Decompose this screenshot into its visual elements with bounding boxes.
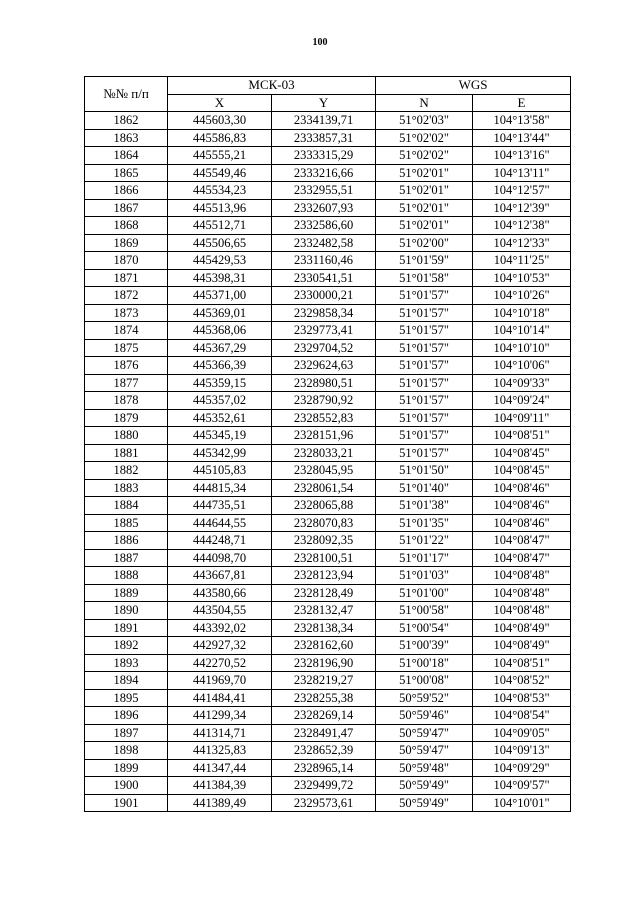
table-row	[85, 637, 571, 655]
table-row	[85, 112, 571, 130]
cell-point-number: 1870	[85, 252, 168, 270]
cell-point-number: 1879	[85, 409, 168, 427]
cell-e: 104°12'57"	[473, 182, 571, 200]
cell-x: 441347,44	[168, 759, 272, 777]
cell-e: 104°12'39"	[473, 199, 571, 217]
table-row	[85, 234, 571, 252]
cell-e: 104°09'05"	[473, 724, 571, 742]
cell-x: 443392,02	[168, 619, 272, 637]
cell-point-number: 1862	[85, 112, 168, 130]
cell-y: 2329573,61	[272, 794, 376, 812]
cell-y: 2330541,51	[272, 269, 376, 287]
cell-n: 51°02'03"	[376, 112, 473, 130]
cell-n: 51°01'38"	[376, 497, 473, 515]
cell-x: 444735,51	[168, 497, 272, 515]
cell-e: 104°13'44"	[473, 129, 571, 147]
cell-n: 50°59'49"	[376, 777, 473, 795]
cell-x: 445429,53	[168, 252, 272, 270]
cell-point-number: 1866	[85, 182, 168, 200]
cell-n: 51°02'01"	[376, 199, 473, 217]
cell-e: 104°10'26"	[473, 287, 571, 305]
cell-n: 50°59'48"	[376, 759, 473, 777]
cell-e: 104°08'46"	[473, 479, 571, 497]
cell-e: 104°08'51"	[473, 427, 571, 445]
cell-e: 104°10'18"	[473, 304, 571, 322]
cell-point-number: 1882	[85, 462, 168, 480]
cell-y: 2328790,92	[272, 392, 376, 410]
cell-x: 441325,83	[168, 742, 272, 760]
cell-x: 445345,19	[168, 427, 272, 445]
table-row	[85, 742, 571, 760]
cell-e: 104°08'45"	[473, 444, 571, 462]
cell-x: 445586,83	[168, 129, 272, 147]
cell-x: 441389,49	[168, 794, 272, 812]
cell-x: 445369,01	[168, 304, 272, 322]
cell-e: 104°13'16"	[473, 147, 571, 165]
table-row	[85, 147, 571, 165]
table-row	[85, 777, 571, 795]
table-row	[85, 164, 571, 182]
cell-y: 2331160,46	[272, 252, 376, 270]
cell-point-number: 1865	[85, 164, 168, 182]
cell-x: 444815,34	[168, 479, 272, 497]
cell-n: 51°00'08"	[376, 672, 473, 690]
cell-x: 442270,52	[168, 654, 272, 672]
cell-e: 104°08'46"	[473, 514, 571, 532]
cell-y: 2328132,47	[272, 602, 376, 620]
cell-point-number: 1869	[85, 234, 168, 252]
cell-point-number: 1863	[85, 129, 168, 147]
cell-n: 51°01'57"	[376, 287, 473, 305]
cell-n: 51°01'22"	[376, 532, 473, 550]
cell-y: 2330000,21	[272, 287, 376, 305]
table-row	[85, 199, 571, 217]
cell-e: 104°10'01"	[473, 794, 571, 812]
table-row	[85, 252, 571, 270]
table-row	[85, 654, 571, 672]
cell-e: 104°08'47"	[473, 549, 571, 567]
cell-n: 51°01'58"	[376, 269, 473, 287]
cell-y: 2328128,49	[272, 584, 376, 602]
cell-n: 51°00'58"	[376, 602, 473, 620]
table-row	[85, 794, 571, 812]
cell-point-number: 1864	[85, 147, 168, 165]
table-row	[85, 427, 571, 445]
table-row	[85, 619, 571, 637]
cell-point-number: 1867	[85, 199, 168, 217]
cell-n: 50°59'46"	[376, 707, 473, 725]
cell-point-number: 1875	[85, 339, 168, 357]
cell-point-number: 1885	[85, 514, 168, 532]
cell-point-number: 1872	[85, 287, 168, 305]
cell-point-number: 1900	[85, 777, 168, 795]
cell-point-number: 1878	[85, 392, 168, 410]
cell-y: 2329624,63	[272, 357, 376, 375]
table-row	[85, 514, 571, 532]
table-row	[85, 357, 571, 375]
cell-y: 2328100,51	[272, 549, 376, 567]
cell-e: 104°12'33"	[473, 234, 571, 252]
cell-y: 2328138,34	[272, 619, 376, 637]
cell-y: 2328552,83	[272, 409, 376, 427]
table-row	[85, 462, 571, 480]
cell-e: 104°08'49"	[473, 637, 571, 655]
header-y: Y	[272, 94, 376, 112]
table-row	[85, 322, 571, 340]
table-row	[85, 304, 571, 322]
cell-x: 445506,65	[168, 234, 272, 252]
cell-point-number: 1893	[85, 654, 168, 672]
table-row	[85, 444, 571, 462]
cell-e: 104°08'48"	[473, 567, 571, 585]
cell-n: 51°01'57"	[376, 409, 473, 427]
cell-point-number: 1868	[85, 217, 168, 235]
cell-y: 2328092,35	[272, 532, 376, 550]
cell-n: 51°02'02"	[376, 147, 473, 165]
cell-e: 104°10'06"	[473, 357, 571, 375]
cell-y: 2333216,66	[272, 164, 376, 182]
cell-x: 441314,71	[168, 724, 272, 742]
cell-point-number: 1890	[85, 602, 168, 620]
table-row	[85, 602, 571, 620]
cell-x: 444248,71	[168, 532, 272, 550]
cell-x: 445367,29	[168, 339, 272, 357]
cell-x: 445366,39	[168, 357, 272, 375]
cell-n: 51°01'57"	[376, 339, 473, 357]
table-row	[85, 392, 571, 410]
cell-point-number: 1886	[85, 532, 168, 550]
cell-y: 2329858,34	[272, 304, 376, 322]
cell-n: 51°01'57"	[376, 427, 473, 445]
cell-y: 2328196,90	[272, 654, 376, 672]
cell-y: 2332586,60	[272, 217, 376, 235]
cell-y: 2328070,83	[272, 514, 376, 532]
table-row	[85, 567, 571, 585]
cell-x: 443580,66	[168, 584, 272, 602]
cell-y: 2328045,95	[272, 462, 376, 480]
cell-e: 104°08'47"	[473, 532, 571, 550]
cell-e: 104°09'24"	[473, 392, 571, 410]
cell-n: 51°01'57"	[376, 304, 473, 322]
cell-n: 51°01'57"	[376, 444, 473, 462]
cell-e: 104°08'48"	[473, 584, 571, 602]
cell-x: 445398,31	[168, 269, 272, 287]
table-row	[85, 287, 571, 305]
table-row	[85, 689, 571, 707]
cell-y: 2328151,96	[272, 427, 376, 445]
cell-x: 445513,96	[168, 199, 272, 217]
cell-y: 2334139,71	[272, 112, 376, 130]
cell-y: 2328255,38	[272, 689, 376, 707]
cell-point-number: 1895	[85, 689, 168, 707]
header-e: E	[473, 94, 571, 112]
cell-n: 51°01'00"	[376, 584, 473, 602]
cell-x: 445357,02	[168, 392, 272, 410]
cell-y: 2328061,54	[272, 479, 376, 497]
cell-x: 445555,21	[168, 147, 272, 165]
cell-point-number: 1887	[85, 549, 168, 567]
cell-x: 444644,55	[168, 514, 272, 532]
cell-point-number: 1876	[85, 357, 168, 375]
cell-n: 51°02'02"	[376, 129, 473, 147]
cell-y: 2333857,31	[272, 129, 376, 147]
cell-n: 51°01'35"	[376, 514, 473, 532]
cell-x: 443667,81	[168, 567, 272, 585]
header-group-wgs: WGS	[376, 77, 571, 95]
cell-n: 51°00'18"	[376, 654, 473, 672]
cell-e: 104°10'14"	[473, 322, 571, 340]
cell-n: 51°02'01"	[376, 217, 473, 235]
cell-x: 445105,83	[168, 462, 272, 480]
cell-y: 2333315,29	[272, 147, 376, 165]
cell-point-number: 1888	[85, 567, 168, 585]
cell-x: 445359,15	[168, 374, 272, 392]
cell-y: 2328065,88	[272, 497, 376, 515]
cell-point-number: 1881	[85, 444, 168, 462]
table-row	[85, 409, 571, 427]
cell-point-number: 1898	[85, 742, 168, 760]
cell-point-number: 1896	[85, 707, 168, 725]
header-group-msk03: МСК-03	[168, 77, 376, 95]
cell-n: 51°02'00"	[376, 234, 473, 252]
cell-e: 104°08'48"	[473, 602, 571, 620]
cell-y: 2328123,94	[272, 567, 376, 585]
coordinates-table	[84, 76, 571, 812]
cell-x: 445603,30	[168, 112, 272, 130]
cell-point-number: 1889	[85, 584, 168, 602]
cell-y: 2328980,51	[272, 374, 376, 392]
cell-point-number: 1880	[85, 427, 168, 445]
cell-x: 443504,55	[168, 602, 272, 620]
table-header	[85, 77, 571, 112]
cell-point-number: 1873	[85, 304, 168, 322]
table-row	[85, 584, 571, 602]
cell-n: 51°00'54"	[376, 619, 473, 637]
cell-n: 51°02'01"	[376, 164, 473, 182]
cell-x: 442927,32	[168, 637, 272, 655]
cell-n: 51°01'50"	[376, 462, 473, 480]
page-number: 100	[312, 37, 328, 48]
cell-e: 104°10'10"	[473, 339, 571, 357]
cell-e: 104°09'33"	[473, 374, 571, 392]
cell-n: 51°01'57"	[376, 374, 473, 392]
cell-x: 445371,00	[168, 287, 272, 305]
table-row	[85, 129, 571, 147]
table-row	[85, 182, 571, 200]
cell-x: 445342,99	[168, 444, 272, 462]
cell-n: 50°59'52"	[376, 689, 473, 707]
table-row	[85, 724, 571, 742]
cell-x: 445352,61	[168, 409, 272, 427]
cell-n: 51°01'57"	[376, 322, 473, 340]
cell-x: 445549,46	[168, 164, 272, 182]
table-row	[85, 532, 571, 550]
cell-y: 2328033,21	[272, 444, 376, 462]
cell-y: 2329704,52	[272, 339, 376, 357]
table-row	[85, 497, 571, 515]
cell-x: 441484,41	[168, 689, 272, 707]
cell-e: 104°10'53"	[473, 269, 571, 287]
cell-point-number: 1874	[85, 322, 168, 340]
cell-e: 104°12'38"	[473, 217, 571, 235]
cell-n: 51°01'59"	[376, 252, 473, 270]
cell-x: 445534,23	[168, 182, 272, 200]
table-row	[85, 269, 571, 287]
cell-y: 2329773,41	[272, 322, 376, 340]
cell-e: 104°08'51"	[473, 654, 571, 672]
table-row	[85, 549, 571, 567]
table-row	[85, 374, 571, 392]
cell-point-number: 1899	[85, 759, 168, 777]
cell-n: 51°00'39"	[376, 637, 473, 655]
cell-e: 104°13'11"	[473, 164, 571, 182]
cell-n: 51°01'40"	[376, 479, 473, 497]
cell-n: 51°02'01"	[376, 182, 473, 200]
table-row	[85, 479, 571, 497]
cell-e: 104°08'54"	[473, 707, 571, 725]
cell-n: 50°59'47"	[376, 724, 473, 742]
cell-x: 441384,39	[168, 777, 272, 795]
cell-point-number: 1871	[85, 269, 168, 287]
cell-y: 2328219,27	[272, 672, 376, 690]
cell-n: 51°01'57"	[376, 392, 473, 410]
table-body	[85, 112, 571, 812]
cell-e: 104°08'49"	[473, 619, 571, 637]
header-point-number: №№ п/п	[85, 77, 168, 112]
table-row	[85, 217, 571, 235]
cell-point-number: 1883	[85, 479, 168, 497]
cell-point-number: 1892	[85, 637, 168, 655]
cell-x: 441299,34	[168, 707, 272, 725]
cell-y: 2328269,14	[272, 707, 376, 725]
cell-e: 104°11'25"	[473, 252, 571, 270]
cell-e: 104°08'52"	[473, 672, 571, 690]
header-n: N	[376, 94, 473, 112]
cell-x: 445512,71	[168, 217, 272, 235]
cell-y: 2329499,72	[272, 777, 376, 795]
cell-y: 2332607,93	[272, 199, 376, 217]
table-row	[85, 707, 571, 725]
table-row	[85, 672, 571, 690]
cell-n: 51°01'17"	[376, 549, 473, 567]
table-row	[85, 759, 571, 777]
cell-e: 104°09'11"	[473, 409, 571, 427]
cell-e: 104°09'29"	[473, 759, 571, 777]
cell-e: 104°08'46"	[473, 497, 571, 515]
cell-x: 444098,70	[168, 549, 272, 567]
cell-x: 445368,06	[168, 322, 272, 340]
cell-y: 2328965,14	[272, 759, 376, 777]
header-x: X	[168, 94, 272, 112]
cell-point-number: 1894	[85, 672, 168, 690]
cell-e: 104°09'13"	[473, 742, 571, 760]
cell-x: 441969,70	[168, 672, 272, 690]
cell-n: 51°01'57"	[376, 357, 473, 375]
cell-y: 2328162,60	[272, 637, 376, 655]
cell-e: 104°13'58"	[473, 112, 571, 130]
cell-point-number: 1877	[85, 374, 168, 392]
cell-y: 2328652,39	[272, 742, 376, 760]
cell-e: 104°09'57"	[473, 777, 571, 795]
cell-n: 51°01'03"	[376, 567, 473, 585]
cell-n: 50°59'49"	[376, 794, 473, 812]
cell-point-number: 1884	[85, 497, 168, 515]
cell-e: 104°08'53"	[473, 689, 571, 707]
cell-n: 50°59'47"	[376, 742, 473, 760]
cell-point-number: 1897	[85, 724, 168, 742]
cell-e: 104°08'45"	[473, 462, 571, 480]
cell-y: 2332955,51	[272, 182, 376, 200]
cell-point-number: 1891	[85, 619, 168, 637]
cell-point-number: 1901	[85, 794, 168, 812]
table-row	[85, 339, 571, 357]
cell-y: 2328491,47	[272, 724, 376, 742]
cell-y: 2332482,58	[272, 234, 376, 252]
